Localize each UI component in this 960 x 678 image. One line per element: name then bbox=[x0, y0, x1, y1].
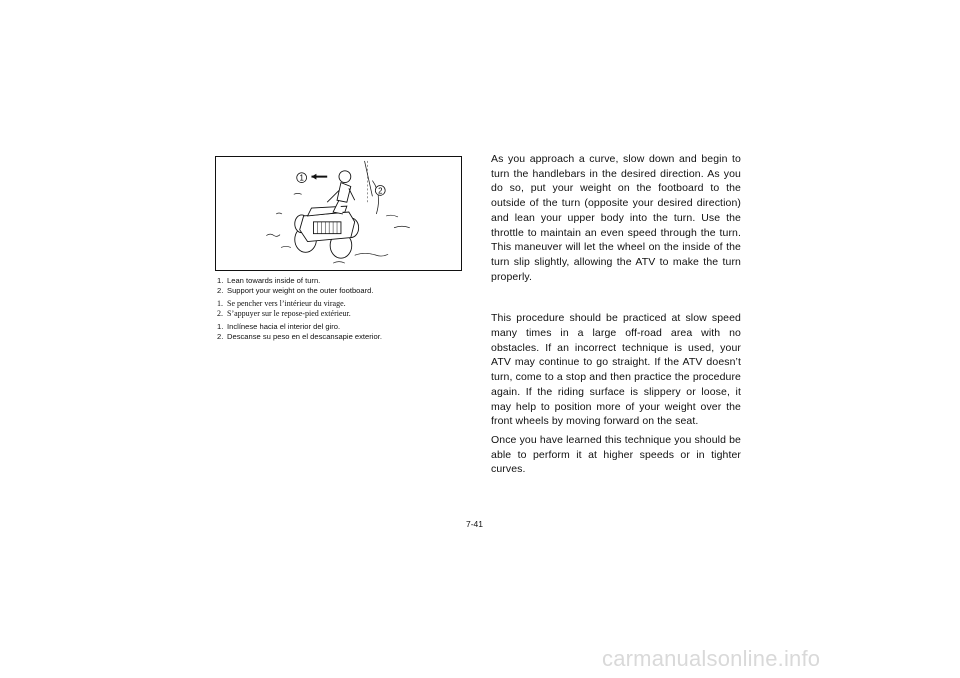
caption-number: 1. bbox=[217, 322, 224, 332]
atv-turning-illustration bbox=[215, 156, 462, 271]
caption-number: 2. bbox=[217, 308, 223, 318]
caption-number: 1. bbox=[217, 299, 223, 309]
caption-number: 1. bbox=[217, 276, 224, 285]
caption-item bbox=[217, 286, 467, 296]
caption-number: 2. bbox=[217, 331, 224, 341]
caption-text: Se pencher vers l’intérieur du virage. bbox=[227, 299, 346, 309]
body-paragraph: This procedure should be practiced at slow speed many times in a large off-road area with no obstacles. If an incorrect technique is used, your ATV may continue to go straight. If the ATV doesn’t turn, come to a stop and then practice the procedure again. If the riding surface is slippery or loose, it may help to position more of your weight over the front wheels by moving forward on the seat. bbox=[491, 312, 741, 428]
captions-english bbox=[217, 276, 467, 295]
captions-spanish bbox=[217, 322, 467, 341]
caption-number: 2. bbox=[217, 285, 224, 295]
caption-item bbox=[217, 322, 467, 332]
callout-2-label: 2 bbox=[378, 186, 383, 196]
caption-text: Inclínese hacia el interior del giro. bbox=[227, 322, 341, 332]
caption-item bbox=[217, 309, 467, 319]
caption-text: Support your weight on the outer footboard. bbox=[227, 285, 374, 295]
caption-text: Descanse su peso en el descansapie exterior. bbox=[227, 331, 382, 341]
caption-item bbox=[217, 299, 467, 309]
caption-item bbox=[217, 332, 467, 342]
captions-french bbox=[217, 299, 467, 318]
page-number: 7-41 bbox=[466, 519, 484, 529]
callout-1-label: 1 bbox=[299, 173, 304, 183]
caption-text: S’appuyer sur le repose-pied extérieur. bbox=[227, 308, 351, 318]
caption-text: Lean towards inside of turn. bbox=[227, 276, 321, 285]
watermark: carmanualsonline.info bbox=[602, 646, 821, 671]
atv-rider-drawing bbox=[216, 157, 461, 270]
figure-captions bbox=[217, 276, 467, 346]
left-arrow-icon bbox=[311, 174, 316, 180]
caption-item bbox=[217, 276, 467, 286]
body-paragraph: As you approach a curve, slow down and begin to turn the handlebars in the desired direction. As you do so, put your weight on the footboard to the outside of the turn (opposite your desired direction) and lean your upper body into the turn. Use the throttle to maintain an even speed through the turn. This maneuver will let the wheel on the inside of the turn slip slightly, allowing the ATV to make the turn properly. bbox=[491, 153, 741, 283]
body-text-column bbox=[491, 152, 741, 477]
body-paragraph: Once you have learned this technique you should be able to perform it at higher speeds or in tighter curves. bbox=[491, 433, 741, 476]
